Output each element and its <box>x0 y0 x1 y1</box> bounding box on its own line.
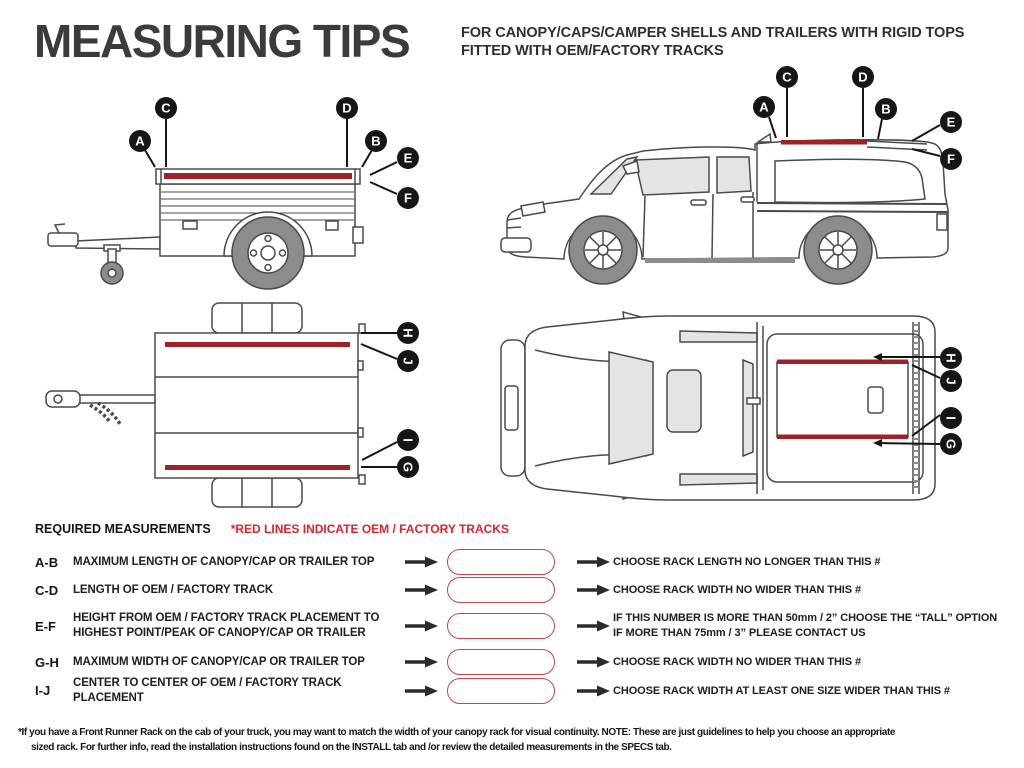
oem-track-red-line <box>164 173 352 179</box>
subtitle-line-2: FITTED WITH OEM/FACTORY TRACKS <box>461 42 724 59</box>
callout-badge-f <box>940 148 962 170</box>
flow-arrow-icon <box>575 556 613 568</box>
measurement-description: LENGTH OF OEM / FACTORY TRACK <box>73 583 274 596</box>
callout-badge-c <box>155 97 177 119</box>
flow-arrow-icon <box>403 620 441 632</box>
svg-text:H: H <box>943 353 959 363</box>
flow-arrow-icon <box>575 620 613 632</box>
svg-text:F: F <box>404 190 412 206</box>
callout-badge-h <box>397 322 419 344</box>
measurement-row-cd <box>35 576 1014 604</box>
flow-arrow-icon <box>575 656 613 668</box>
measurement-instruction: CHOOSE RACK WIDTH AT LEAST ONE SIZE WIDER THAN THIS # <box>613 684 950 697</box>
flow-arrow-icon <box>575 685 613 697</box>
svg-text:F: F <box>947 151 955 167</box>
svg-text:I: I <box>943 416 959 420</box>
measurement-value-pill <box>447 577 555 603</box>
oem-track-red-line <box>777 360 908 365</box>
oem-track-red-line <box>781 140 867 145</box>
callout-badge-b <box>875 98 897 120</box>
oem-track-red-line <box>165 342 350 347</box>
measurement-id-label: A-B <box>35 554 59 570</box>
truck-top-view-illustration <box>495 298 970 513</box>
measurement-row-ij <box>35 676 1014 706</box>
svg-text:I: I <box>400 438 416 442</box>
svg-text:C: C <box>161 100 171 116</box>
svg-text:G: G <box>400 461 416 473</box>
callout-badge-i <box>397 429 419 451</box>
callout-badge-b <box>365 130 387 152</box>
callout-badge-d <box>336 97 358 119</box>
flow-arrow-icon <box>403 685 441 697</box>
measurement-instruction: CHOOSE RACK LENGTH NO LONGER THAN THIS # <box>613 555 881 568</box>
callout-badge-j <box>397 350 419 372</box>
measurement-description: CENTER TO CENTER OF OEM / FACTORY TRACK PLACEMENT <box>73 677 342 704</box>
measurement-instruction: IF THIS NUMBER IS MORE THAN 50mm / 2” CHOOSE THE “TALL” OPTION IF MORE THAN 75mm / 3” PLEASE CONTACT US <box>613 612 998 639</box>
measurement-description: MAXIMUM WIDTH OF CANOPY/CAP OR TRAILER TOP <box>73 655 365 668</box>
measurement-row-ab <box>35 548 1014 576</box>
callout-badge-e <box>940 111 962 133</box>
callout-badge-g <box>397 456 419 478</box>
svg-text:G: G <box>943 438 959 450</box>
measurement-row-ef <box>35 604 1014 648</box>
truck-side-view-illustration <box>495 62 970 292</box>
measurement-value-pill <box>447 678 555 704</box>
measurement-instruction: CHOOSE RACK WIDTH NO WIDER THAN THIS # <box>613 655 861 668</box>
flow-arrow-icon <box>403 556 441 568</box>
svg-text:E: E <box>946 114 956 130</box>
footnote-line-2: sized rack. For further info, read the installation instructions found on the INSTALL tab and /or review the detailed measurements in the SPECS tab. <box>31 742 672 753</box>
required-measurements-heading: REQUIRED MEASUREMENTS <box>35 522 211 536</box>
svg-text:D: D <box>858 69 868 85</box>
trailer-top-view-illustration <box>28 298 458 510</box>
svg-text:J: J <box>400 357 416 365</box>
flow-arrow-icon <box>403 584 441 596</box>
trailer-side-view-illustration <box>28 75 458 290</box>
measurement-id-label: G-H <box>35 654 59 670</box>
measurement-instruction: CHOOSE RACK WIDTH NO WIDER THAN THIS # <box>613 583 861 596</box>
measurement-id-label: E-F <box>35 618 56 634</box>
callout-leader-lines <box>361 333 397 467</box>
measurement-row-gh <box>35 648 1014 676</box>
flow-arrow-icon <box>575 584 613 596</box>
flow-arrow-icon <box>403 656 441 668</box>
subtitle-line-1: FOR CANOPY/CAPS/CAMPER SHELLS AND TRAILERS WITH RIGID TOPS <box>461 25 965 41</box>
svg-text:E: E <box>403 150 413 166</box>
svg-text:A: A <box>759 99 769 115</box>
callout-badge-d <box>852 66 874 88</box>
callout-badge-h <box>940 347 962 369</box>
svg-text:A: A <box>135 133 145 149</box>
measurement-description: MAXIMUM LENGTH OF CANOPY/CAP OR TRAILER TOP <box>73 555 375 568</box>
callout-badge-f <box>397 187 419 209</box>
page-title: MEASURING TIPS <box>34 15 410 67</box>
callout-badge-g <box>940 433 962 455</box>
callout-badge-c <box>776 66 798 88</box>
svg-text:H: H <box>400 328 416 338</box>
svg-text:B: B <box>881 101 891 117</box>
oem-track-red-line <box>165 465 350 470</box>
measurement-value-pill <box>447 613 555 639</box>
svg-text:B: B <box>371 133 381 149</box>
measurements-header <box>35 522 509 536</box>
page-subtitle <box>461 25 964 60</box>
measurement-value-pill <box>447 549 555 575</box>
svg-text:J: J <box>943 377 959 385</box>
red-lines-legend-note: *RED LINES INDICATE OEM / FACTORY TRACKS <box>230 522 509 536</box>
measurement-id-label: I-J <box>35 683 51 699</box>
footnote-line-1: *If you have a Front Runner Rack on the cab of your truck, you may want to match the width of your canopy rack for visual continuity. NOTE: These are just guidelines to help you choose an appropriate <box>18 727 896 738</box>
svg-text:C: C <box>782 69 792 85</box>
measurement-value-pill <box>447 649 555 675</box>
measurements-table <box>35 548 1014 706</box>
footnote <box>18 725 1012 755</box>
callout-badge-e <box>397 147 419 169</box>
callout-badge-j <box>940 370 962 392</box>
svg-text:D: D <box>342 100 352 116</box>
callout-badge-i <box>940 407 962 429</box>
callout-badge-a <box>129 130 151 152</box>
oem-track-red-line <box>777 435 908 440</box>
measurement-description: HEIGHT FROM OEM / FACTORY TRACK PLACEMENT TO HIGHEST POINT/PEAK OF CANOPY/CAP OR TRAILER <box>73 612 380 639</box>
callout-badge-a <box>753 96 775 118</box>
measurement-id-label: C-D <box>35 582 59 598</box>
